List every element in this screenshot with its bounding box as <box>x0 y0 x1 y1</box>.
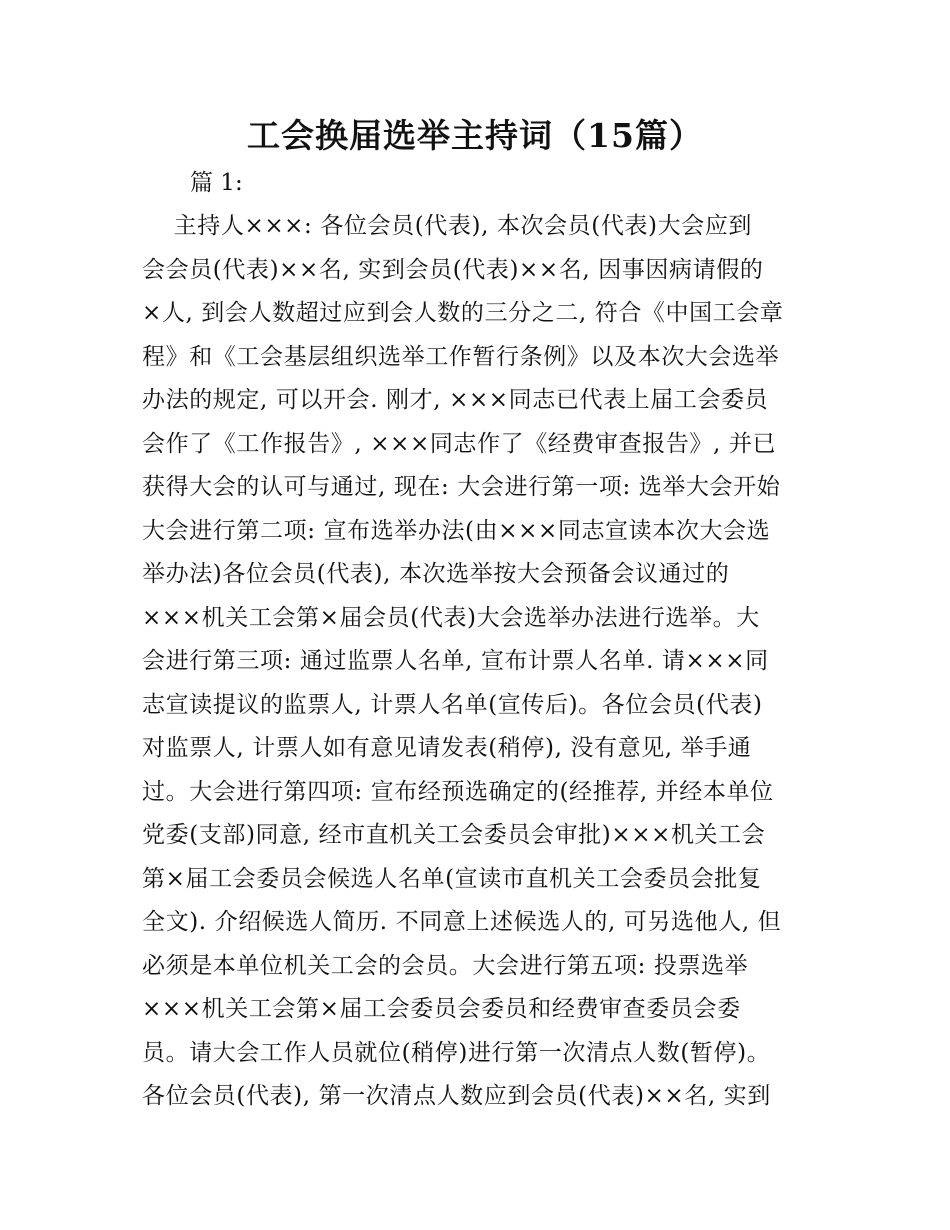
document-title: 工会换届选举主持词（15篇） <box>247 116 703 155</box>
text-line: 大会进行第二项: 宣布选举办法(由×××同志宣读本次大会选 <box>142 517 771 544</box>
text-line: 举办法)各位会员(代表), 本次选举按大会预备会议通过的 <box>142 561 730 587</box>
text-line: 全文). 介绍候选人简历. 不同意上述候选人的, 可另选他人, 但 <box>142 909 782 935</box>
text-line: 过。大会进行第四项: 宣布经预选确定的(经推荐, 并经本单位 <box>142 778 774 805</box>
section-label: 篇 1: <box>190 170 243 196</box>
text-line: 会作了《工作报告》, ×××同志作了《经费审查报告》, 并已 <box>142 430 777 457</box>
text-line: 办法的规定, 可以开会. 刚才, ×××同志已代表上届工会委员 <box>142 387 769 413</box>
text-line: 员。请大会工作人员就位(稍停)进行第一次清点人数(暂停)。 <box>142 1039 771 1066</box>
text-line: 程》和《工会基层组织选举工作暂行条例》以及本次大会选举 <box>142 343 780 370</box>
text-line: ×××机关工会第×届会员(代表)大会选举办法进行选举。大 <box>142 604 760 631</box>
text-line: 志宣读提议的监票人, 计票人名单(宣传后)。各位会员(代表) <box>142 691 763 718</box>
text-line: 必须是本单位机关工会的会员。大会进行第五项: 投票选举 <box>142 952 749 979</box>
text-line: ×人, 到会人数超过应到会人数的三分之二, 符合《中国工会章 <box>142 300 784 326</box>
text-line: ×××机关工会第×届工会委员会委员和经费审查委员会委 <box>142 996 741 1022</box>
text-line: 主持人×××: 各位会员(代表), 本次会员(代表)大会应到 <box>142 213 753 239</box>
text-line: 对监票人, 计票人如有意见请发表(稍停), 没有意见, 举手通 <box>142 735 752 761</box>
text-line: 第×届工会委员会候选人名单(宣读市直机关工会委员会批复 <box>142 865 762 892</box>
text-line: 各位会员(代表), 第一次清点人数应到会员(代表)××名, 实到 <box>142 1083 771 1109</box>
text-line: 会进行第三项: 通过监票人名单, 宣布计票人名单. 请×××同 <box>142 648 769 674</box>
text-line: 获得大会的认可与通过, 现在: 大会进行第一项: 选举大会开始 <box>142 474 781 500</box>
body-paragraph <box>142 205 822 1119</box>
text-line: 会会员(代表)××名, 实到会员(代表)××名, 因事因病请假的 <box>142 256 764 283</box>
text-line: 党委(支部)同意, 经市直机关工会委员会审批)×××机关工会 <box>142 822 766 848</box>
